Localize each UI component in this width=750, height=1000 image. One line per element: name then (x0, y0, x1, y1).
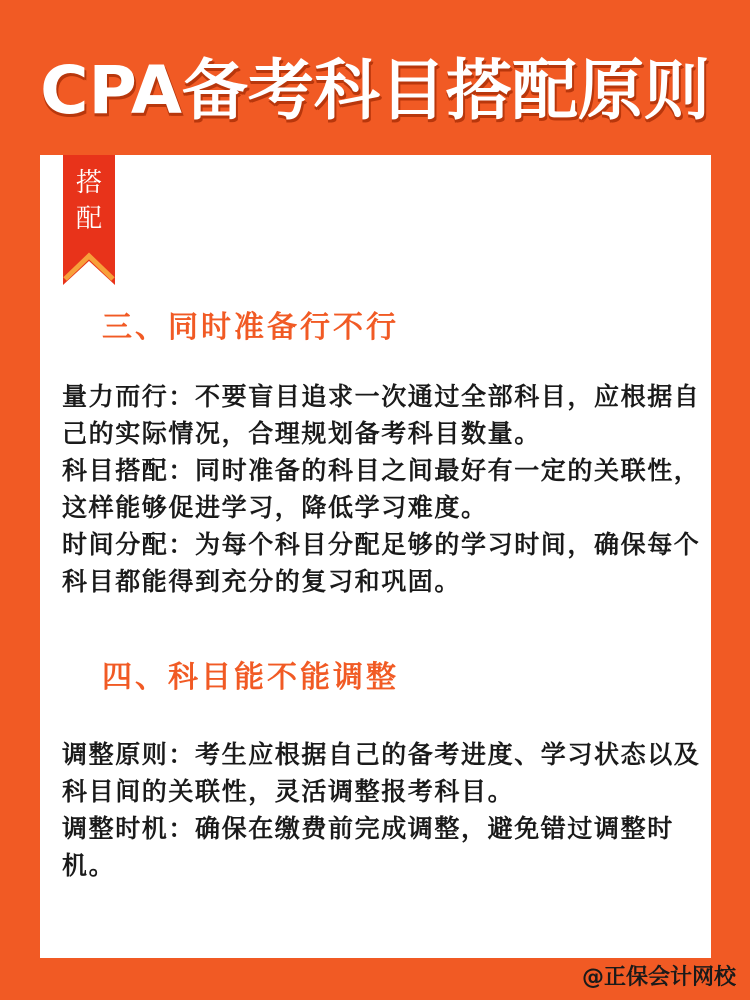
paragraph: 调整时机：确保在缴费前完成调整，避免错过调整时机。 (62, 814, 674, 880)
paragraph: 时间分配：为每个科目分配足够的学习时间，确保每个科目都能得到充分的复习和巩固。 (62, 530, 701, 596)
ribbon-line-1: 搭 (75, 168, 102, 198)
ribbon-badge (63, 155, 115, 285)
paragraph: 调整原则：考生应根据自己的备考进度、学习状态以及科目间的关联性，灵活调整报考科目。 (62, 740, 701, 806)
section-body-3 (62, 378, 702, 600)
paragraph: 科目搭配：同时准备的科目之间最好有一定的关联性，这样能够促进学习，降低学习难度。 (62, 456, 701, 522)
page-title: CPA备考科目搭配原则 (40, 52, 710, 129)
ribbon-label (63, 165, 115, 237)
section-body-4 (62, 736, 702, 884)
section-heading-3: 三、同时准备行不行 (102, 310, 399, 345)
paragraph: 量力而行：不要盲目追求一次通过全部科目，应根据自己的实际情况，合理规划备考科目数量。 (62, 382, 701, 448)
brand-watermark: @正保会计网校 (581, 965, 736, 990)
section-heading-4: 四、科目能不能调整 (102, 660, 399, 695)
ribbon-line-2: 配 (75, 204, 102, 234)
